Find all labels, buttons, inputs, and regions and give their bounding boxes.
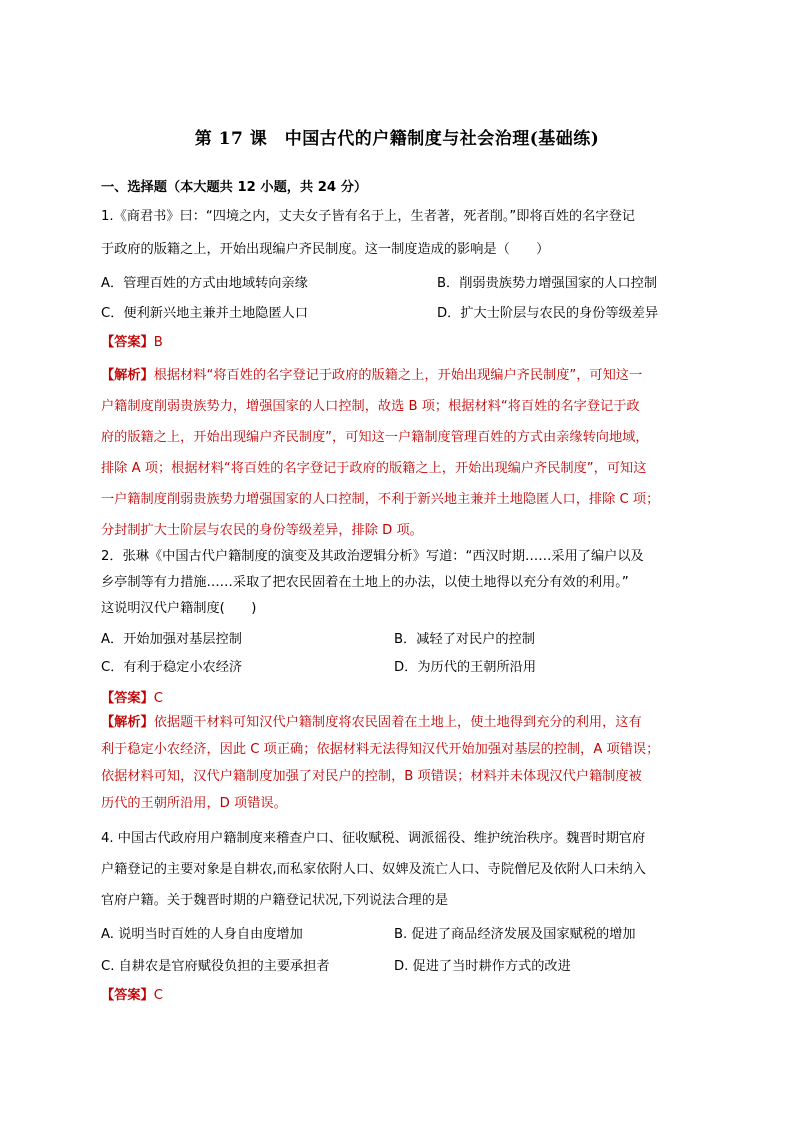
q2-analysis-line-2: 利于稳定小农经济，因此 C 项正确；依据材料无法得知汉代开始加强对基层的控制，A 项错误； — [101, 742, 660, 757]
q4-stem-line-2: 户籍登记的主要对象是自耕农,而私家依附人口、奴婢及流亡人口、寺院僧尼及依附人口未纳入 — [101, 862, 646, 877]
q4-option-a: A. 说明当时百姓的人身自由度增加 — [101, 927, 303, 942]
q1-analysis-line-1 — [101, 366, 701, 386]
q4-option-c: C. 自耕农是官府赋役负担的主要承担者 — [101, 959, 330, 974]
q1-analysis-line-5: 一户籍制度削弱贵族势力增强国家的人口控制，不利于新兴地主兼并土地隐匿人口，排除 C 项； — [101, 492, 660, 507]
q2-analysis-line-3: 依据材料可知，汉代户籍制度加强了对民户的控制，B 项错误；材料并未体现汉代户籍制度被 — [101, 769, 642, 784]
q2-analysis-line-1 — [101, 713, 701, 733]
q2-stem-line-2: 乡亭制等有力措施……采取了把农民固着在土地上的办法，以使土地得以充分有效的利用。” — [101, 575, 629, 590]
q1-option-b: B．削弱贵族势力增强国家的人口控制 — [437, 276, 658, 291]
answer-label: 【答案】 — [101, 691, 154, 706]
q2-option-d: D．为历代的王朝所沿用 — [394, 660, 537, 675]
analysis-text: 根据材料“将百姓的名字登记于政府的版籍之上，开始出现编户齐民制度”，可知这一 — [153, 368, 643, 383]
q2-option-c: C．有利于稳定小农经济 — [101, 660, 243, 675]
q2-option-a: A．开始加强对基层控制 — [101, 632, 242, 647]
answer-value: C — [153, 988, 163, 1003]
q4-stem-line-3: 官府户籍。关于魏晋时期的户籍登记状况,下列说法合理的是 — [101, 893, 449, 908]
analysis-text: 依据题干材料可知汉代户籍制度将农民固着在土地上，使土地得到充分的利用，这有 — [153, 715, 642, 730]
q2-stem-line-3: 这说明汉代户籍制度( ) — [101, 601, 257, 616]
analysis-label: 【解析】 — [101, 368, 154, 383]
q1-option-c: C．便利新兴地主兼并土地隐匿人口 — [101, 306, 309, 321]
answer-label: 【答案】 — [101, 335, 154, 350]
q4-option-b: B. 促进了商品经济发展及国家赋税的增加 — [394, 927, 636, 942]
answer-label: 【答案】 — [101, 988, 154, 1003]
q1-option-d: D．扩大士阶层与农民的身份等级差异 — [437, 306, 659, 321]
q1-analysis-line-3: 府的版籍之上，开始出现编户齐民制度”，可知这一户籍制度管理百姓的方式由亲缘转向地域， — [101, 430, 649, 445]
q2-stem-line-1: 2．张琳《中国古代户籍制度的演变及其政治逻辑分析》写道：“西汉时期……采用了编户以及 — [101, 549, 644, 564]
q1-stem-line-1: 1.《商君书》曰：“四境之内，丈夫女子皆有名于上，生者著，死者削。”即将百姓的名字登记 — [101, 209, 635, 224]
q2-analysis-line-4: 历代的王朝所沿用，D 项错误。 — [101, 796, 287, 811]
page-title: 第 17 课 中国古代的户籍制度与社会治理(基础练) — [194, 129, 600, 149]
q1-analysis-line-2: 户籍制度削弱贵族势力，增强国家的人口控制，故选 B 项；根据材料“将百姓的名字登记于政 — [101, 399, 640, 414]
q1-answer — [101, 333, 701, 353]
q4-option-d: D. 促进了当时耕作方式的改进 — [394, 959, 571, 974]
q1-stem-line-2: 于政府的版籍之上，开始出现编户齐民制度。这一制度造成的影响是（ ） — [101, 242, 550, 257]
answer-value: B — [153, 335, 163, 350]
q1-analysis-line-6: 分封制扩大士阶层与农民的身份等级差异，排除 D 项。 — [101, 523, 423, 538]
q4-stem-line-1: 4. 中国古代政府用户籍制度来稽查户口、征收赋税、调派徭役、维护统治秩序。魏晋时期官府 — [101, 831, 646, 846]
answer-value: C — [153, 691, 163, 706]
analysis-label: 【解析】 — [101, 715, 154, 730]
q4-answer — [101, 986, 701, 1006]
q1-option-a: A．管理百姓的方式由地域转向亲缘 — [101, 276, 308, 291]
section-heading: 一、选择题（本大题共 12 小题，共 24 分） — [101, 180, 368, 195]
q2-option-b: B．减轻了对民户的控制 — [394, 632, 535, 647]
q2-answer — [101, 689, 701, 709]
q1-analysis-line-4: 排除 A 项；根据材料“将百姓的名字登记于政府的版籍之上，开始出现编户齐民制度”，可知这 — [101, 461, 647, 476]
